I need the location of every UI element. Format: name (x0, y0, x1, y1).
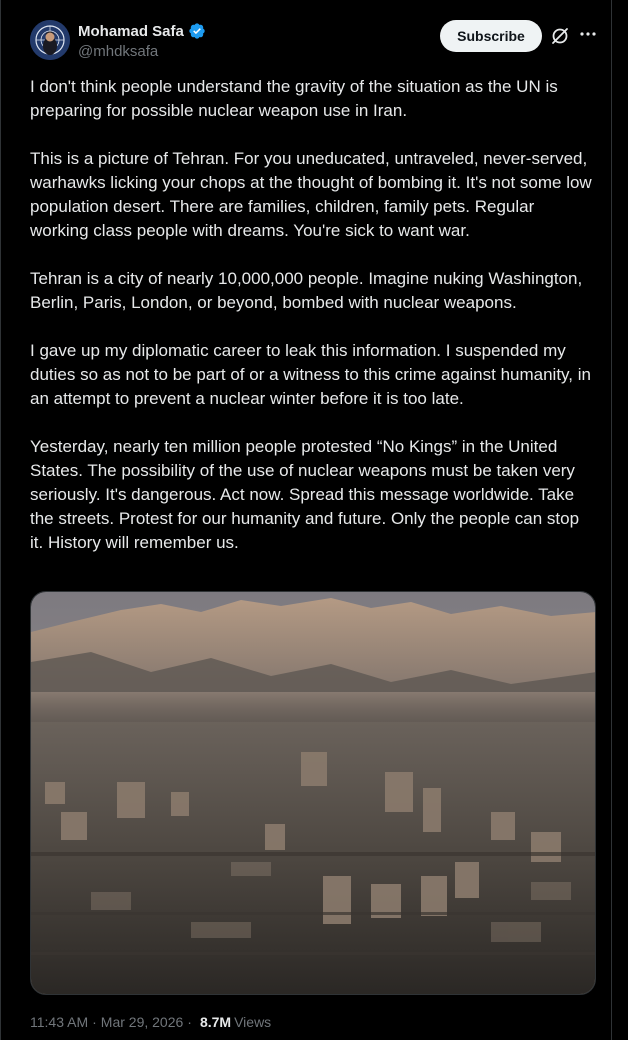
more-icon[interactable] (578, 24, 598, 48)
verified-badge-icon[interactable] (188, 22, 206, 40)
post-paragraph: Tehran is a city of nearly 10,000,000 people. Imagine nuking Washington, Berlin, Paris, London, or beyond, bombed with nuclear weapons. (30, 269, 583, 312)
post-paragraph: Yesterday, nearly ten million people protested “No Kings” in the United States. The possibility of the use of nuclear weapons must be taken very seriously. It's dangerous. Act now. Spread this message worldwide. Take the streets. Protest for our humanity and future. Only the people can stop it. History will remember us. (30, 437, 580, 552)
post-image-tehran[interactable] (30, 591, 596, 995)
subscribe-button[interactable]: Subscribe (440, 20, 542, 52)
avatar[interactable] (30, 20, 70, 60)
post-text (30, 75, 596, 579)
author-name-row (78, 22, 206, 40)
post-paragraph: I gave up my diplomatic career to leak this information. I suspended my duties so as not to be part of or a witness to this crime against humanity, in an attempt to prevent a nuclear winter before it is too late. (30, 341, 591, 408)
meta-separator: · (92, 1014, 97, 1030)
post-paragraph: This is a picture of Tehran. For you uneducated, untraveled, never-served, warhawks licking your chops at the thought of bombing it. It's not some low population desert. There are families, children, family pets. Regular working class people with dreams. You're sick to want war. (30, 149, 592, 240)
meta-separator: · (187, 1014, 192, 1030)
right-gutter (612, 0, 628, 1040)
views-count[interactable]: 8.7M (199, 1014, 232, 1030)
post-time[interactable]: 11:43 AM (30, 1014, 89, 1030)
author-handle[interactable]: @mhdksafa (78, 43, 159, 60)
grok-icon[interactable] (550, 26, 570, 46)
post-metadata (30, 1014, 271, 1030)
post-header (30, 20, 610, 64)
post-date[interactable]: Mar 29, 2026 (100, 1014, 184, 1030)
views-label: Views (234, 1014, 272, 1030)
author-display-name[interactable]: Mohamad Safa (78, 22, 184, 40)
post-paragraph: I don't think people understand the gravity of the situation as the UN is preparing for possible nuclear weapon use in Iran. (30, 77, 558, 120)
